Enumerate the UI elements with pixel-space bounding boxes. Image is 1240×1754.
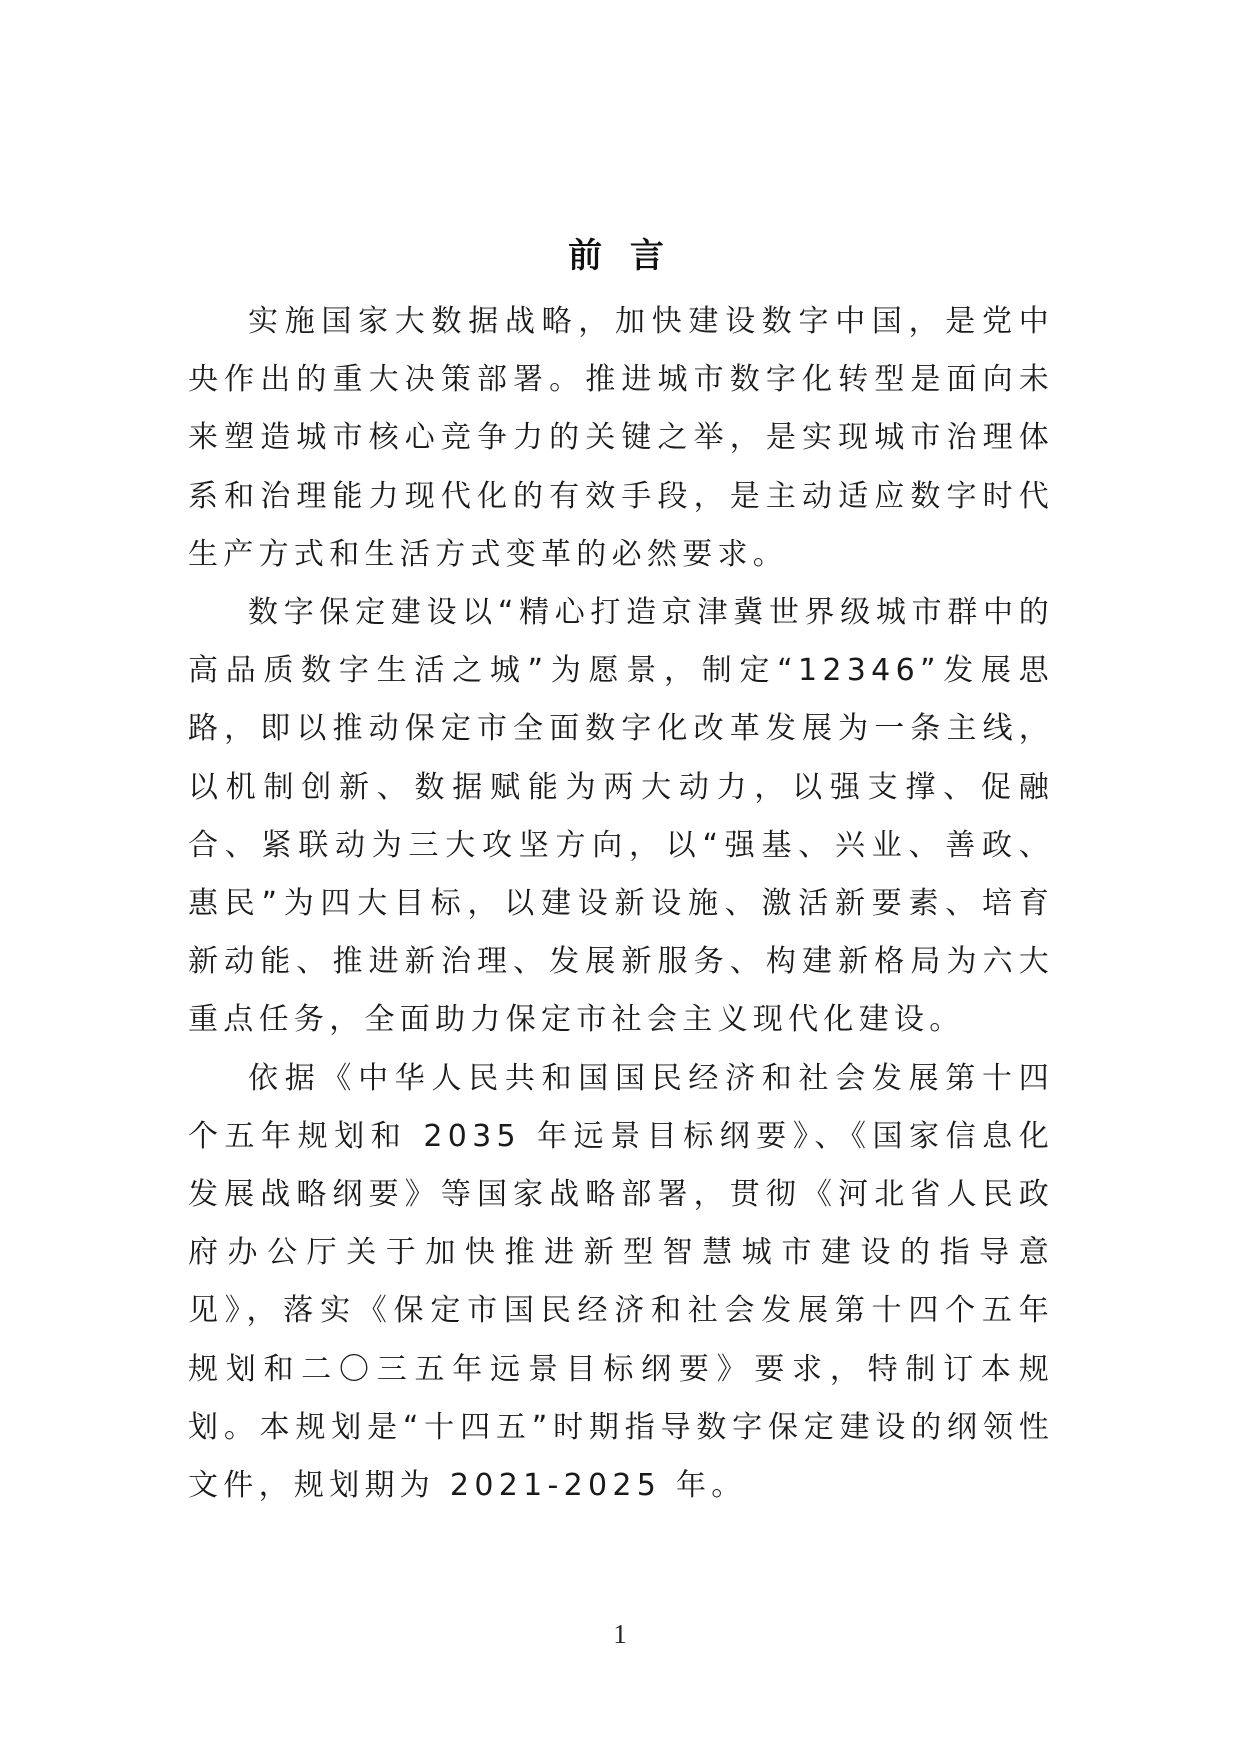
document-body <box>188 293 1054 1515</box>
paragraph-2: 数字保定建设以“精心打造京津冀世界级城市群中的高品质数字生活之城”为愿景，制定“12346”发展思路，即以推动保定市全面数字化改革发展为一条主线，以机制创新、数据赋能为两大动力，以强支撑、促融合、紧联动为三大攻坚方向，以“强基、兴业、善政、惠民”为四大目标，以建设新设施、激活新要素、培育新动能、推进新治理、发展新服务、构建新格局为六大重点任务，全面助力保定市社会主义现代化建设。 <box>188 595 1054 1038</box>
paragraph-3: 依据《中华人民共和国国民经济和社会发展第十四个五年规划和 2035 年远景目标纲要》、《国家信息化发展战略纲要》等国家战略部署，贯彻《河北省人民政府办公厅关于加快推进新型智慧城市建设的指导意见》，落实《保定市国民经济和社会发展第十四个五年规划和二〇三五年远景目标纲要》要求，特制订本规划。本规划是“十四五”时期指导数字保定建设的纲领性文件，规划期为 2021-2025 年。 <box>188 1060 1054 1504</box>
page-title: 前 言 <box>568 236 672 276</box>
page-number: 1 <box>613 1619 627 1649</box>
paragraph-1: 实施国家大数据战略，加快建设数字中国，是党中央作出的重大决策部署。推进城市数字化转型是面向未来塑造城市核心竞争力的关键之举，是实现城市治理体系和治理能力现代化的有效手段，是主动适应数字时代生产方式和生活方式变革的必然要求。 <box>188 304 1054 572</box>
